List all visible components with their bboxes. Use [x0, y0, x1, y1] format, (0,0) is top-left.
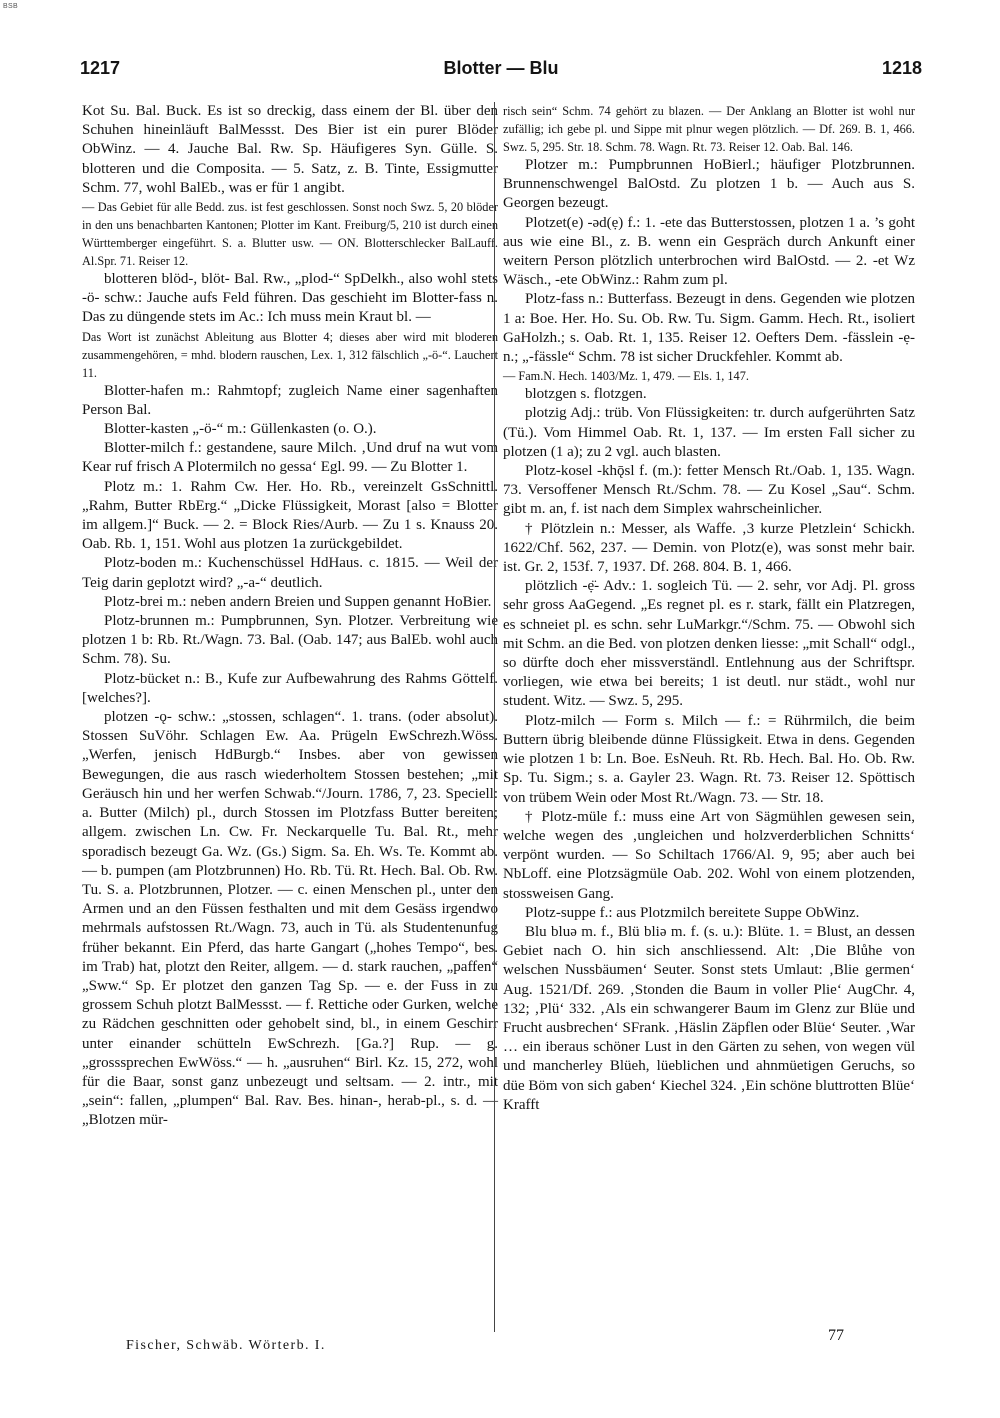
page-header: [76, 58, 926, 84]
entry-plotz-muele: † Plotz-müle f.: muss eine Art von Sägmühlen gewesen sein, welche wegen des ‚ungleichen und holzverderblichen Schnitts‘ verpönt wurden. — So Schiltach 1766/Al. 9, 95; aber auch bei NbLoff. eine Plotzsägmüle Oab. 202. Wohl von einem plotzenden, stossweisen Gang.: [503, 808, 915, 902]
left-column: [82, 102, 498, 1131]
entry-ploetzlich: plötzlich -ẹ̈- Adv.: 1. sogleich Tü. — 2. sehr, vor Adj. Pl. gross sehr gross AaGegend. „Es regnet pl. es r. stark, fällt ein Platzregen, es schneiet pl. es schn. sehr LuMarkgr.“/Schm. 75. — Obwohl sich mit Schm. an die Bed. von plotzen denken liesse: „mit Schall“ odgl., so dürfte doch eher missverständl. Entlehnung aus der Schriftspr. vorliegen, wie etwa bei bereits; 1 ist deutl. nur städt., wohl nur student. Witz. — Swz. 5, 295.: [503, 578, 916, 710]
entry-ploetzlein: † Plötzlein n.: Messer, als Waffe. ‚3 kurze Pletzlein‘ Schickh. 1622/Chf. 562, 237. — Demin. von Plotz(e), was sonst mehr bair. ist. Gr. 2, 153f. 7, 1937. Df. 268. 804. B. 1, 466.: [503, 520, 915, 576]
entry-plotz-boden: Plotz-boden m.: Kuchenschüssel HdHaus. c. 1815. — Weil der Teig darin geplotzt wird? „-a-“ deutlich.: [82, 555, 498, 591]
entry-blotter-milch: Blotter-milch f.: gestandene, saure Milch. ‚Und druf na wut vom Kear ruf frisch A Plotermilch no gessa‘ Egl. 99. — Zu Blotter 1.: [82, 440, 498, 476]
entry-plotzen: plotzen -ǫ- schw.: „stossen, schlagen“. 1. trans. (oder absolut). Stossen SuVöhr. Schlagen Ew. Aa. Prügeln EwSchrezh.Wöss. „Werfen, jenisch HdBurgb.“ Insbes. aber von gewissen Bewegungen, die aus rasch wiederholtem Stossen bestehen; „mit Geräusch hin und her werfen Schwab.“/Journ. 1786, 7, 23. Speciell: a. Butter (Milch) pl., durch Stossen im Plotzfass Butter bereiten; allgem. zwischen Ln. Cw. Fr. Neckarquelle Tu. Bal. Rt., mehr sporadisch bezeugt Ga. Wz. (Gs.) Sigm. Sa. Eh. Ws. Te. Kommt ab. — b. pumpen (am Plotzbrunnen) Ho. Rb. Tü. Rt. Hech. Bal. Ob. Rw. Tu. S. a. Plotzbrunnen, Plotzer. — c. einen Menschen pl., unter den Armen und an den Füssen festhalten und mit dem Gesäss irgendwo mehrmals aufstossen Rt./Wagn. 73, auch in Tü. als Studentenunfug früher bekannt. Ein Pferd, das harte Gangart („hohes Tempo“, bes. im Trab) hat, plotzt den Reiter, allgem. — d. stark rauchen, „paffen“ „Sww.“ Sp. Er plotzet den ganzen Tag Sp. — e. der Fuss in zu grossem Schuh plotzt BalMessst. — f. Rettiche oder Gurken, welche zu Rädchen geschnitten oder gehobelt sind, bl., in einem Geschirr unter einander schütteln EwSchrezh. [Ga.?] Rup. — g. „grosssprechen EwWöss.“ — h. „ausruhen“ Birl. Kz. 15, 272, wohl für die Baar, sonst ganz unbezeugt und seltsam. — 2. intr., mit „sein“: fallen, „plumpen“ Bal. Rav. Bes. hinan-, herab-pl., s. d. — „Blotzen mür-: [82, 709, 498, 1129]
entry-note: Das Wort ist zunächst Ableitung aus Blotter 4; dieses aber wird mit bloderen zusammengehören, = mhd. blodern rauschen, Lex. 1, 312 fälschlich „-ö-“. Lauchert 11.: [82, 329, 498, 380]
entry-blotteren: blotteren blöd-, blöt- Bal. Rw., „plod-“ SpDelkh., also wohl stets -ö- schw.: Jauche aufs Feld führen. Das geschieht im Blotter-fass n. Das zu düngende stets im Ac.: Ich muss mein Kraut bl. —: [82, 271, 498, 326]
sheet-number: 77: [828, 1327, 844, 1344]
print-signature: Fischer, Schwäb. Wörterb. I.: [126, 1338, 326, 1353]
entry-note: risch sein“ Schm. 74 gehört zu blazen. — Der Anklang an Blotter ist wohl nur zufällig; ich gebe pl. und Sippe mit plnur wegen plötzlich. — Df. 269. B. 1, 466. Swz. 5, 295. Str. 18. Schm. 78. Wagn. Rt. 73. Reiser 12. Oab. Bal. 146.: [503, 104, 915, 154]
column-divider: [494, 102, 495, 1332]
entry-blotzgen: blotzgen s. flotzgen.: [525, 386, 647, 403]
page-number-left: 1217: [80, 58, 121, 78]
entry-plotz-fass: Plotz-fass n.: Butterfass. Bezeugt in dens. Gegenden wie plotzen 1 a: Boe. Her. Ho. Su. Ob. Rw. Tu. Sigm. Gamm. Hech. Rt., isoliert GaHolzh.; s. Oab. Rt. 1, 135. Reiser 12. Oefters Dem. -fässlein -ẹ- n.; „-fässle“ Schm. 78 ist sicher Druckfehler. Kommt ab.: [503, 291, 915, 366]
page-number-right: 1218: [881, 58, 922, 78]
entry-plotz-suppe: Plotz-suppe f.: aus Plotzmilch bereitete Suppe ObWinz.: [525, 904, 860, 921]
running-title: Blotter — Blu: [443, 58, 559, 78]
entry-note: — Fam.N. Hech. 1403/Mz. 1, 479. — Els. 1, 147.: [503, 369, 749, 384]
right-column: [503, 102, 915, 1115]
entry-blotter-hafen: Blotter-hafen m.: Rahmtopf; zugleich Name einer sagenhaften Person Bal.: [82, 382, 498, 418]
entry-text: Kot Su. Bal. Buck. Es ist so dreckig, dass einem der Bl. über den Schuhen hineinläuft BalMessst. Des Bier ist ein purer Blöder ObWinz. — 4. Jauche Bal. Rw. Sp. Häufigeres Syn. Gülle. S. blotteren und die Composita. — 5. Satz, z. B. Tinte, Essigmutter Schm. 77, wohl BalEb., was er für 1 angibt.: [82, 103, 498, 196]
entry-plotz-milch: Plotz-milch — Form s. Milch — f.: = Rührmilch, die beim Buttern übrig bleibende dünne Flüssigkeit. Etwa in dens. Gegenden wie plotzen 1 b: Ln. Boe. EsNeuh. Rt. Rb. Hech. Bal. Ho. Ob. Rw. Sp. Tu. Sigm.; s. a. Gayler 23. Wagn. Rt. 73. Reiser 12. Spöttisch von trübem Wein oder Most Rt./Wagn. 73. — Str. 18.: [503, 712, 915, 806]
entry-plotzig: plotzig Adj.: trüb. Von Flüssigkeiten: tr. durch aufgerührten Satz (Tü.). Vom Himmel Oab. Rt. 1, 137. — Im ersten Fall sicher zu plotzen (1 a); zu 2 vgl. auch blasten.: [503, 405, 915, 460]
entry-plotzet: Plotzet(e) -əd(ẹ) f.: 1. -ete das Butterstossen, plotzen 1 a. ’s goht aus wie eine Bl., z. B. wenn ein Gespräch durch Ankunft einer weitern Person plötzlich unterbrochen wird BalOstd. — 2. -et Wz Wäsch., -ete ObWinz.: Rahm zum pl.: [503, 214, 915, 289]
entry-plotz-buecket: Plotz-bücket n.: B., Kufe zur Aufbewahrung des Rahms Göttelf. [welches?].: [82, 670, 498, 706]
library-stamp: BSB: [3, 3, 18, 10]
entry-blu: Blu bluə m. f., Blü bliə m. f. (s. u.): Blüte. 1. = Blust, an dessen Gebiet nach O. hin sich anschliessend. Alt: ‚Die Blůhe von welschen Nussbäumen‘ Seuter. Sonst stets Umlaut: ‚Blie germen‘ Aug. 1521/Df. 269. ‚Stonden die Baum in voller Plie‘ AugChr. 4, 132; ‚Plü‘ 332. ‚Als ein schwangerer Baum im Glenz zur Blüe und Frucht ausbrechen‘ SFrank. ‚Häslin Zäpflen oder Blüe‘ Seuter. ‚War … ein iberaus schöner Lust in den Gärten zu sehen, von wegen vül und mancherley Blüeh, lüeblichen und ahnmüetigen Geruchs, so düe Böm von sich gaben‘ Kiechel 324. ‚Ein schöne bluttrotten Blüe‘ Krafft: [503, 923, 915, 1113]
entry-plotzer: Plotzer m.: Pumpbrunnen HoBierl.; häufiger Plotzbrunnen. Brunnenschwengel BalOstd. Zu plotzen 1 b. — Auch aus S. Georgen bezeugt.: [503, 157, 915, 212]
entry-plotz: Plotz m.: 1. Rahm Cw. Her. Ho. Rb., vereinzelt GsSchnittl. „Rahm, Butter RbErg.“ „Dicke Flüssigkeit, Morast [also = Blotter im allgem.]“ Buck. — 2. = Block Ries/Aurb. — Zu 1 s. Knauss 20. Oab. Rb. 1, 151. Wohl aus plotzen 1a zurückgebildet.: [82, 478, 498, 553]
entry-note: — Das Gebiet für alle Bedd. zus. ist fest geschlossen. Sonst noch Swz. 5, 20 blöder in den uns benachbarten Kantonen; Plotter im Kant. Freiburg/5, 210 ist durch einen Württemberger eingeführt. S. a. Blutter usw. — ON. Blotterschlecker BalLauff. Al.Spr. 71. Reiser 12.: [82, 200, 498, 269]
entry-plotz-brei: Plotz-brei m.: neben andern Breien und Suppen genannt HoBier.: [104, 593, 492, 610]
entry-blotter-kasten: Blotter-kasten „-ö-“ m.: Güllenkasten (o. O.).: [104, 421, 377, 438]
entry-plotz-kosel: Plotz-kosel -khǭsl f. (m.): fetter Mensch Rt./Oab. 1, 135. Wagn. 73. Versoffener Mensch Rt./Schm. 78. — Zu Kosel „Sau“. Schm. gibt m. an, f. ist nach dem Simplex wahrscheinlicher.: [503, 463, 915, 518]
entry-plotz-brunnen: Plotz-brunnen m.: Pumpbrunnen, Syn. Plotzer. Verbreitung wie plotzen 1 b: Rb. Rt./Wagn. 73. Bal. (Oab. 147; aus BalEb. wohl auch Schm. 78). Su.: [82, 613, 498, 668]
